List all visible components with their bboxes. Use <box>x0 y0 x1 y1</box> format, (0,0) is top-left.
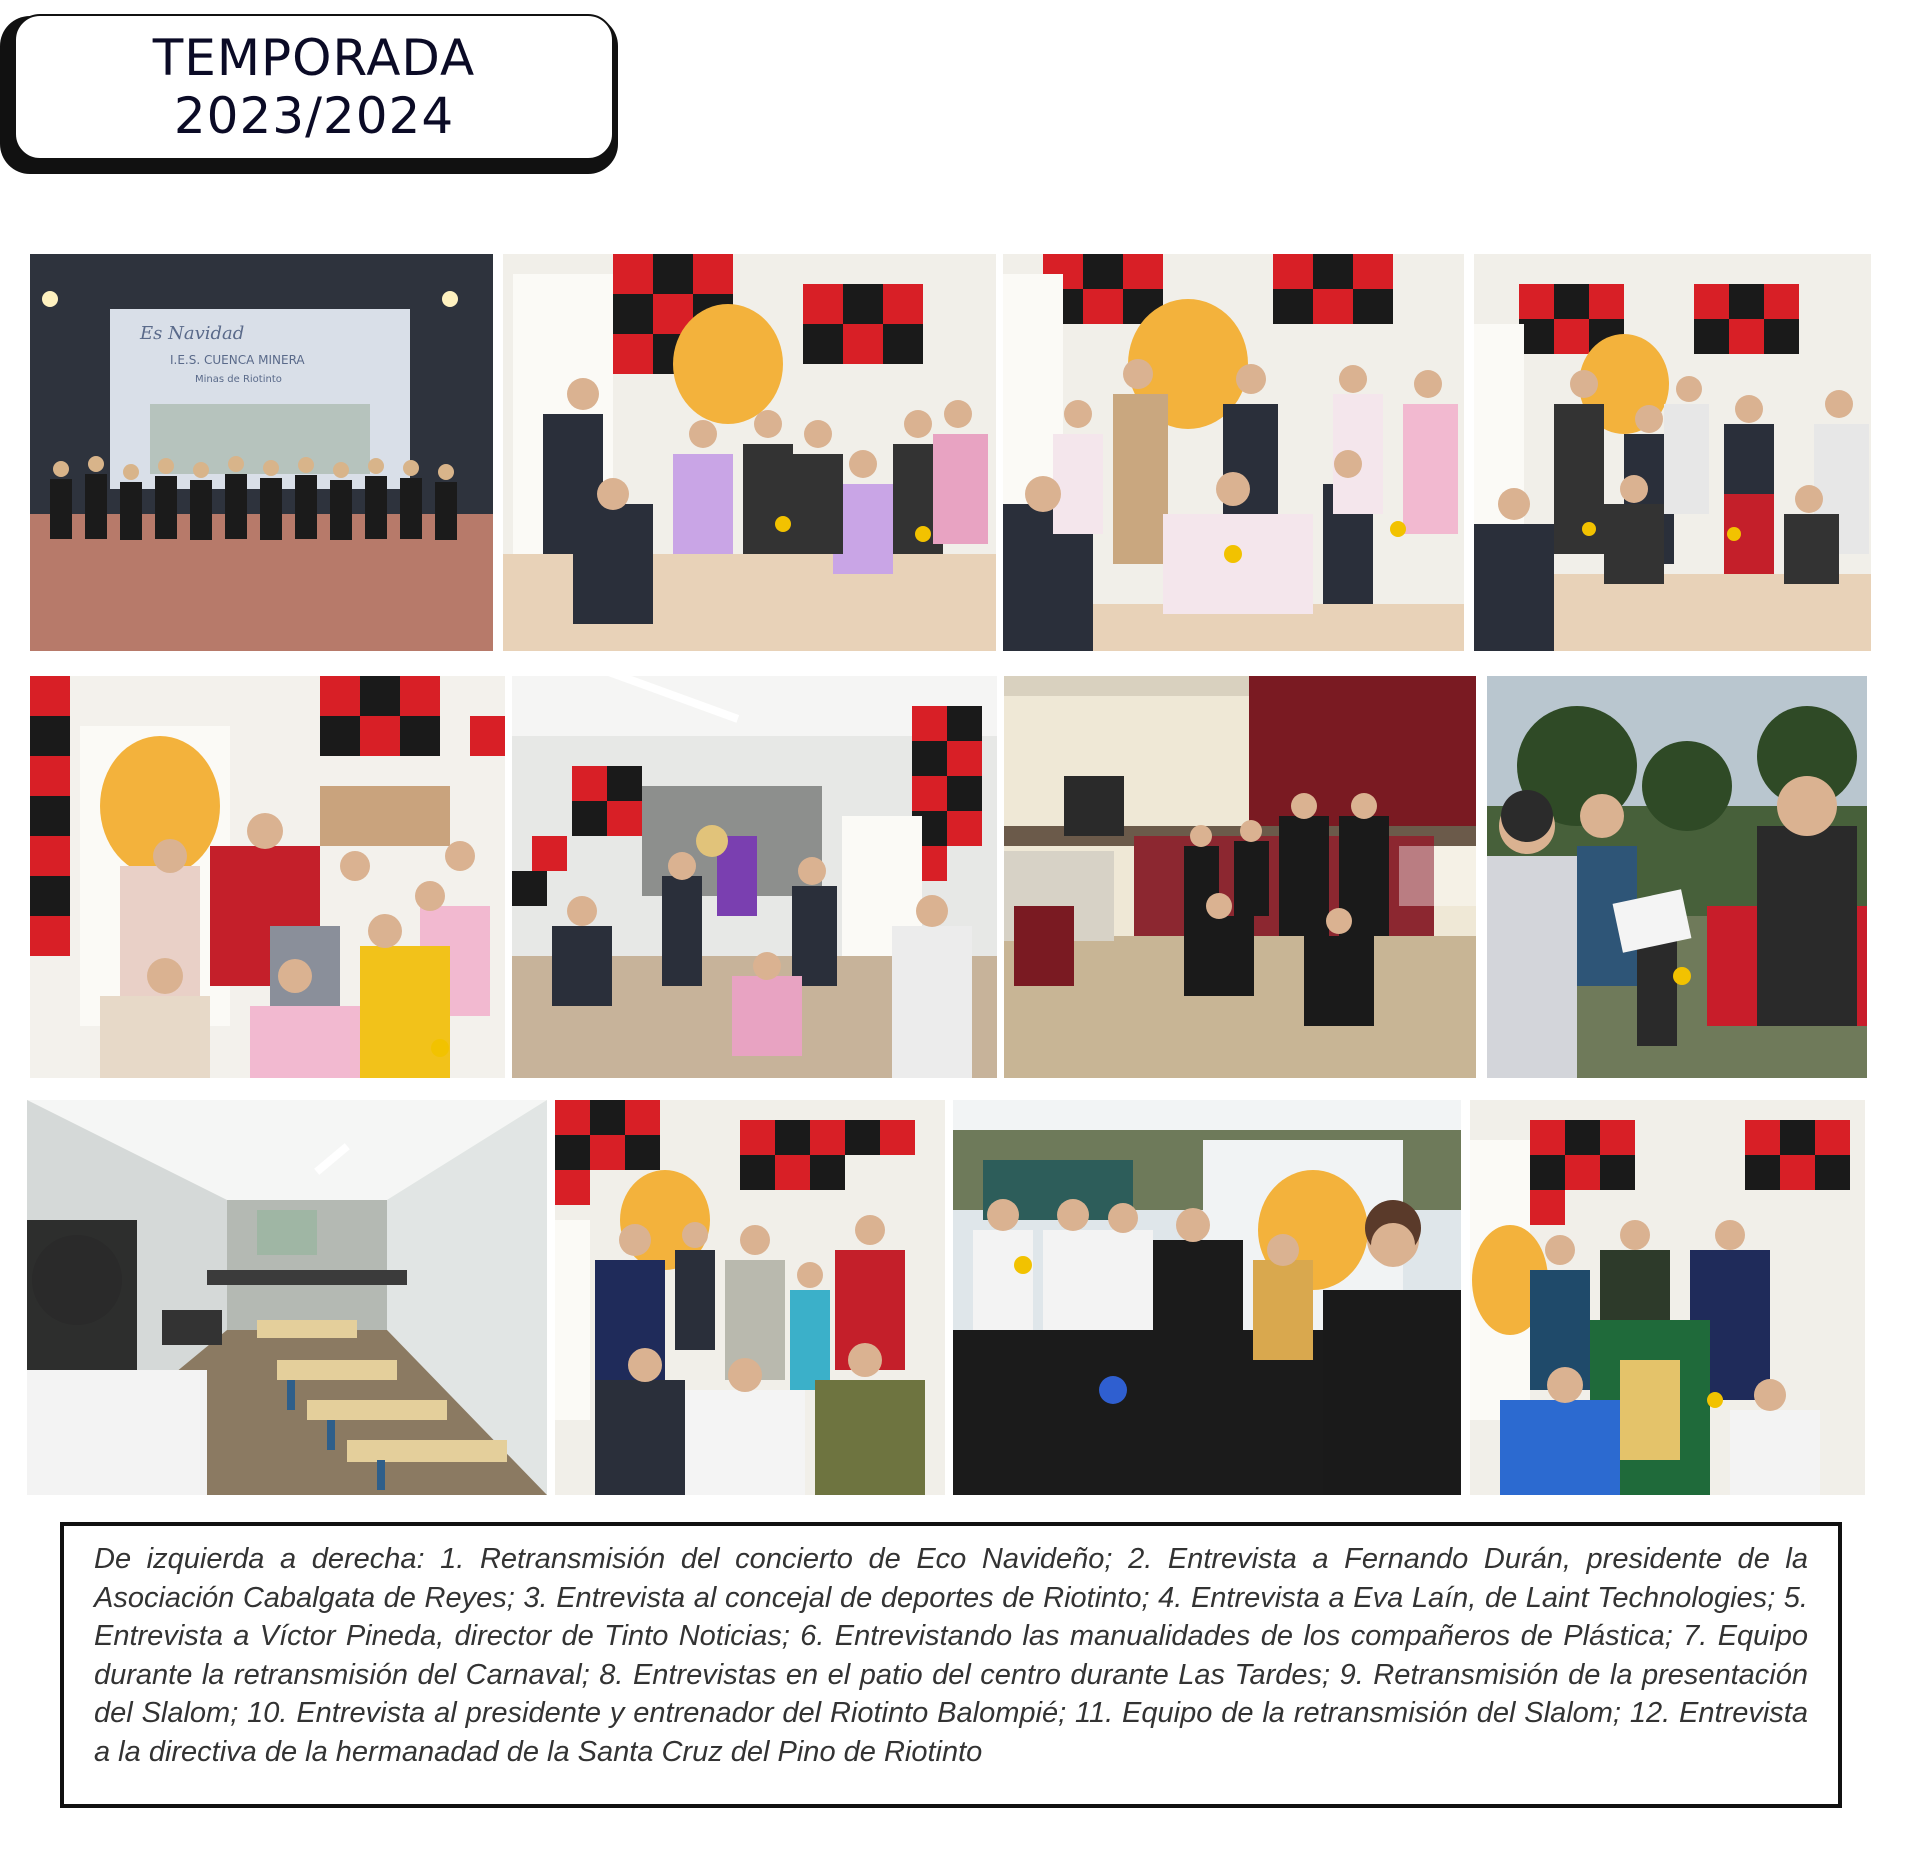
photo-3-interview-councillor <box>1003 254 1464 651</box>
season-title-box <box>14 14 614 160</box>
caption-text: De izquierda a derecha: 1. Retransmisión del concierto de Eco Navideño; 2. Entrevista a Fernando Durán, presidente de la Asociación Cabalgata de Reyes; 3. Entrevista al concejal de deportes de Riotinto; 4. Entrevista a Eva Laín, de Laint Technologies; 5. Entrevista a Víctor Pineda, director de Tinto Noticias; 6. Entrevistando las manualidades de los compañeros de Plástica; 7. Equipo durante la retransmisión del Carnaval; 8. Entrevistas en el patio del centro durante Las Tardes; 9. Retransmisión de la presentación del Slalom; 10. Entrevista al presidente y entrenador del Riotinto Balompié; 11. Equipo de la retransmisión del Slalom; 12. Entrevista a la directiva de la hermanadad de la Santa Cruz del Pino de Riotinto <box>94 1543 1808 1768</box>
photo-2-interview-duran <box>503 254 996 651</box>
photo-4-interview-lain <box>1474 254 1871 651</box>
photo-6-crafts <box>512 676 997 1078</box>
screen-school: I.E.S. CUENCA MINERA <box>170 353 305 367</box>
photo-11-slalom-team <box>953 1100 1461 1495</box>
photo-9-slalom-presentation <box>27 1100 547 1495</box>
photo-7-carnival <box>1004 676 1476 1078</box>
photo-1-concert <box>30 254 493 651</box>
season-title-years: 2023/2024 <box>173 87 455 145</box>
photo-5-interview-pineda <box>30 676 505 1078</box>
photo-10-riotinto-balompie <box>555 1100 945 1495</box>
screen-title: Es Navidad <box>140 323 245 344</box>
photo-12-santa-cruz-pino <box>1470 1100 1865 1495</box>
photo-8-patio-interviews <box>1487 676 1867 1078</box>
season-title-label: TEMPORADA <box>152 29 476 87</box>
screen-town: Minas de Riotinto <box>195 374 282 385</box>
caption-box <box>60 1522 1842 1808</box>
